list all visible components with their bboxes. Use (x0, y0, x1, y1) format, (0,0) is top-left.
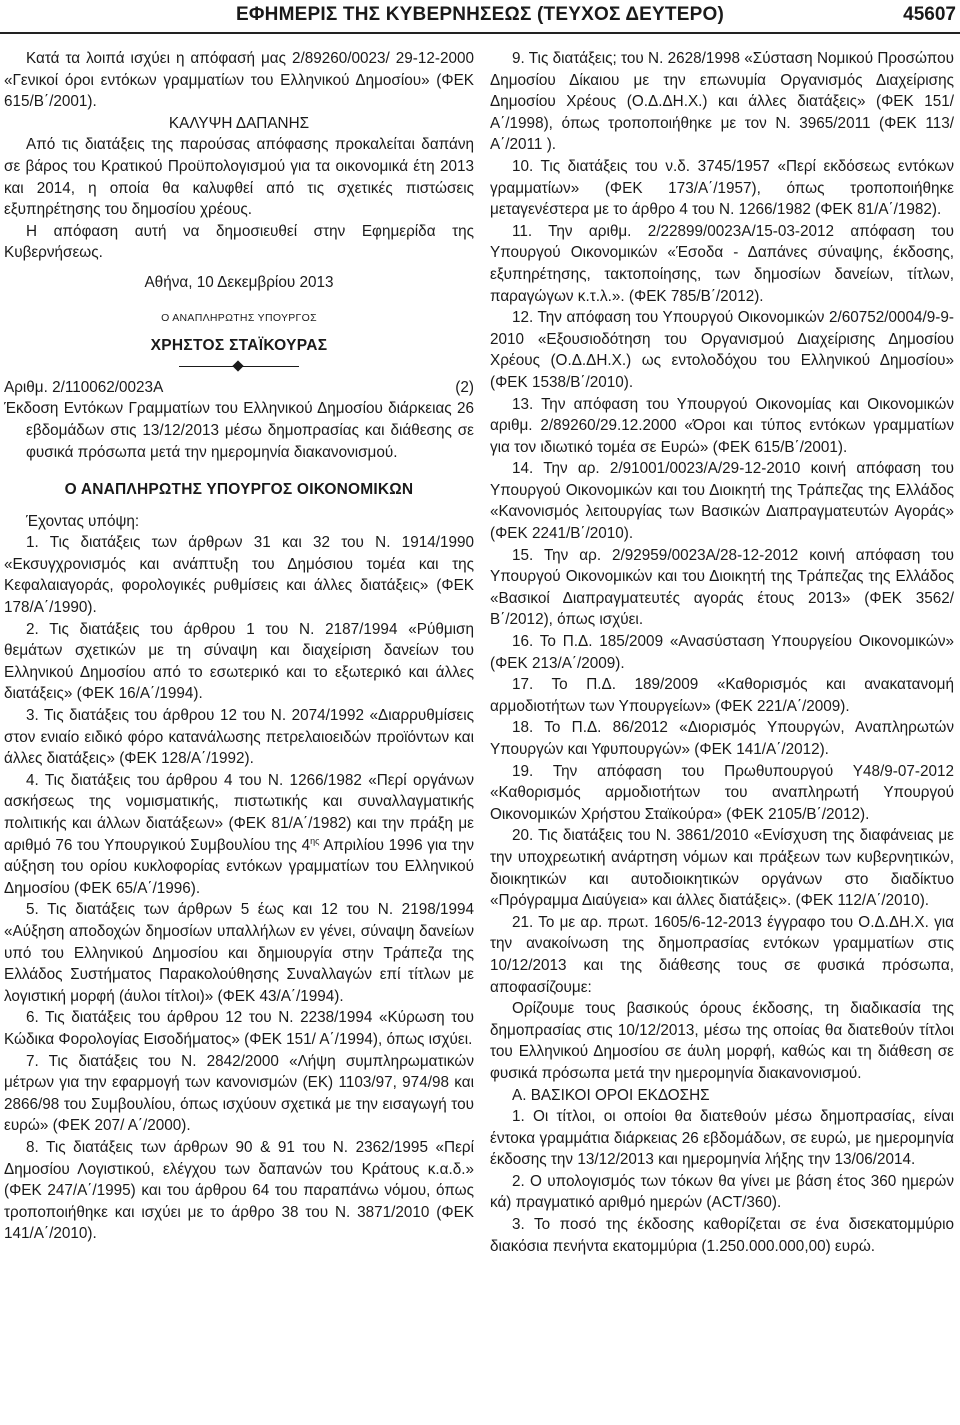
gazette-title: ΕΦΗΜΕΡΙΣ ΤΗΣ ΚΥΒΕΡΝΗΣΕΩΣ (ΤΕΥΧΟΣ ΔΕΥΤΕΡΟ) (236, 4, 724, 25)
term-item: 2. Ο υπολογισμός των τόκων θα γίνει με βάση έτος 360 ημερών κά) πραγματικό αριθμό ημερών (ACT/360). (490, 1172, 954, 1212)
legal-item: 11. Την αριθμ. 2/22899/0023Α/15-03-2012 απόφαση του Υπουργού Οικονομικών «Έσοδα - Δαπάνες σύναψης, έκδοσης, εξυπηρέτησης, τακτοποίησης, των δημοσίων δανείων, τίτλων, παραγώγων κ.τ.λ.». (ΦΕΚ 785/Β΄/2012). (490, 222, 954, 305)
legal-item: 10. Τις διατάξεις του ν.δ. 3745/1957 «Περί εκδόσεως εντόκων γραμματίων» (ΦΕΚ 173/Α΄/1957), όπως τροποποιήθηκε μεταγενέστερα με το άρθρο 4 του Ν. 1266/1982 (ΦΕΚ 81/Α΄/1982). (490, 157, 954, 219)
section-separator (179, 361, 299, 373)
legal-item: 6. Τις διατάξεις του άρθρου 12 του Ν. 2238/1994 «Κύρωση του Κώδικα Φορολογίας Εισοδήματος» (ΦΕΚ 151/ Α΄/1994), όπως ισχύει. (4, 1009, 474, 1048)
considering-label: Έχοντας υπόψη: (26, 512, 140, 530)
legal-item: 8. Τις διατάξεις των άρθρων 90 & 91 του Ν. 2362/1995 «Περί Δημοσίου Λογιστικού, ελέγχου των δαπανών του Κράτους κ.α.δ.» (ΦΕΚ 247/Α΄/1995) και του άρθρου 64 του παραπάνω νόμου, όπως τροποποιήθηκε και ισχύει με το άρθρο 38 του Ν. 3871/2010 (ΦΕΚ 141/Α΄/2010). (4, 1138, 474, 1243)
section-heading: Α. ΒΑΣΙΚΟΙ ΟΡΟΙ ΕΚΔΟΣΗΣ (512, 1086, 710, 1104)
legal-item: 5. Τις διατάξεις των άρθρων 5 έως και 12 του Ν. 2198/1994 «Αύξηση αποδοχών δημοσίων υπαλλήλων εν γένει, σύναψη δανείων υπό του Ελληνικού Δημοσίου και δημιουργία στην Τράπεζα της Ελλάδος Συστήματος Παρακολούθησης Συναλλαγών επί τίτλων με λογιστική μορφή (άυλοι τίτλοι)» (ΦΕΚ 43/Α΄/1994). (4, 901, 474, 1005)
legal-item: 19. Την απόφαση του Πρωθυπουργού Υ48/9-07-2012 «Καθορισμός αρμοδιοτήτων του αναπληρωτή Υπουργού Οικονομικών Χρήστου Σταϊκούρα» (ΦΕΚ 2105/Β΄/2012). (490, 762, 954, 823)
decision-number: Αριθμ. 2/110062/0023Α (4, 378, 164, 396)
legal-item: 1. Τις διατάξεις των άρθρων 31 και 32 του Ν. 1914/1990 «Εκσυγχρονισμός και ανάπτυξη του Δημόσιου τομέα και της Κεφαλαιαγοράς, φορολογικές ρυθμίσεις και άλλες διατάξεις» (ΦΕΚ 178/Α΄/1990). (4, 534, 474, 617)
legal-item: 12. Την απόφαση του Υπουργού Οικονομικών 2/60752/0004/9-9-2010 «Εξουσιοδότηση του Οργανισμού Διαχείρισης Δημοσίου Χρέους (Ο.Δ.ΔΗ.Χ.) ως εντολοδόχου του Ελληνικού Δημοσίου» (ΦΕΚ 1538/Β΄/2010). (490, 309, 954, 391)
legal-item: 21. Το με αρ. πρωτ. 1605/6-12-2013 έγγραφο του Ο.Δ.ΔΗ.Χ. για την ανακοίνωση της δημοπρασίας εντόκων γραμματίων στις 10/12/2013 και της διάθεσης τους σε φυσικά πρόσωπα, αποφασίζουμε: (490, 913, 954, 996)
decision-index: (2) (455, 378, 474, 396)
legal-item: 15. Την αρ. 2/92959/0023Α/28-12-2012 κοινή απόφαση του Υπουργού Οικονομικών και του Διοικητή της Τράπεζας της Ελλάδος «Βασικοί Διαπραγματευτές αγοράς έτους 2013» (ΦΕΚ 3562/Β΄/2012), όπως ισχύει. (490, 546, 954, 629)
minister-heading: Ο ΑΝΑΠΛΗΡΩΤΗΣ ΥΠΟΥΡΓΟΣ ΟΙΚΟΝΟΜΙΚΩΝ (64, 481, 414, 499)
publish-paragraph: Η απόφαση αυτή να δημοσιευθεί στην Εφημερίδα της Κυβερνήσεως. (4, 222, 474, 262)
header-divider (0, 32, 960, 34)
term-item: 3. Το ποσό της έκδοσης καθορίζεται σε ένα δισεκατομμύριο διακόσια πενήντα εκατομμύρια (1.250.000.000,00) ευρώ. (490, 1216, 954, 1255)
legal-item: 17. Το Π.Δ. 189/2009 «Καθορισμός και ανακατανομή αρμοδιοτήτων των Υπουργείων» (ΦΕΚ 221/Α΄/2009). (490, 676, 954, 715)
decision-header (4, 377, 474, 399)
legal-item: 2. Τις διατάξεις του άρθρου 1 του Ν. 2187/1994 «Ρύθμιση θεμάτων σχετικών με τη σύναψη και διαχείριση δανείων του Ελληνικού Δημοσίου από το εσωτερικό και το εξωτερικό και άλλες διατάξεις» (ΦΕΚ 16/Α΄/1994). (4, 620, 474, 703)
item4-after: Απριλίου 1996 για την αύξηση του ορίου κυκλοφορίας εντόκων γραμματίων του Ελληνικού Δημοσίου (ΦΕΚ 65/Α΄/1996). (4, 836, 474, 897)
signing-date: Αθήνα, 10 Δεκεμβρίου 2013 (144, 273, 334, 291)
item4-before: 4. Τις διατάξεις του άρθρου 4 του Ν. 1266/1982 «Περί οργάνων ασκήσεως της νομισματικής, πιστωτικής και συναλλαγματικής πολιτικής και άλλων διατάξεων» (ΦΕΚ 81/Α΄/1982) και την πράξη με αριθμό 76 του Υπουργικού Συμβουλίου της 4 (4, 771, 474, 854)
left-column (4, 48, 474, 1245)
item4-superscript: ης (310, 835, 320, 846)
page-header (0, 0, 960, 34)
legal-item: 16. Το Π.Δ. 185/2009 «Ανασύσταση Υπουργείου Οικονομικών» (ΦΕΚ 213/Α΄/2009). (490, 633, 954, 672)
legal-item: 13. Την απόφαση του Υπουργού Οικονομίας και Οικονομικών αριθμ. 2/89260/29.12.2000 «Όροι και τύπος εντόκων γραμματίων για τον ιδιωτικό τομέα σε Ευρώ» (ΦΕΚ 615/Β΄/2001). (490, 395, 954, 456)
legal-item: 7. Τις διατάξεις του Ν. 2842/2000 «Λήψη συμπληρωματικών μέτρων για την εφαρμογή των κανονισμών (ΕΚ) 1103/97, 974/98 και 2866/98 του Συμβουλίου, όπως ισχύουν σχετικά με την εισαγωγή του ευρώ» (ΦΕΚ 207/ Α΄/2000). (4, 1052, 474, 1135)
expense-paragraph: Από τις διατάξεις της παρούσας απόφασης προκαλείται δαπάνη σε βάρος του Κρατικού Προϋπολογισμού για τα οικονομικά έτη 2013 και 2014, η οποία θα καλυφθεί από τις σχετικές πιστώσεις εξυπηρέτησης του δημοσίου χρέους. (4, 136, 474, 219)
expense-heading: ΚΑΛΥΨΗ ΔΑΠΑΝΗΣ (168, 114, 310, 132)
legal-item: 3. Τις διατάξεις του άρθρου 12 του Ν. 2074/1992 «Διαρρυθμίσεις στον ενιαίο ειδικό φόρο κατανάλωσης πετρελαιοειδών προϊόντων και άλλες διατάξεις» (ΦΕΚ 128/Α΄/1992). (4, 707, 474, 768)
legal-item: 14. Την αρ. 2/91001/0023/Α/29-12-2010 κοινή απόφαση του Υπουργού Οικονομικών και του Διοικητή της Τράπεζας της Ελλάδος «Κανονισμός λειτουργίας των Βασικών Διαπραγματευτών Αγοράς» (ΦΕΚ 2241/Β΄/2010). (490, 460, 954, 543)
signature-title: Ο ΑΝΑΠΛΗΡΩΤΗΣ ΥΠΟΥΡΓΟΣ (161, 311, 317, 324)
legal-item: 20. Τις διατάξεις του Ν. 3861/2010 «Ενίσχυση της διαφάνειας με την υποχρεωτική ανάρτηση νόμων και πράξεων των κυβερνητικών, διοικητικών και αυτοδιοικητικών οργάνων στο διαδίκτυο «Πρόγραμμα Διαύγεια» και άλλες διατάξεις». (ΦΕΚ 112/Α΄/2010). (490, 827, 954, 910)
legal-item: 18. Το Π.Δ. 86/2012 «Διορισμός Υπουργών, Αναπληρωτών Υπουργών και Υφυπουργών» (ΦΕΚ 141/Α΄/2012). (490, 719, 954, 758)
intro-paragraph: Κατά τα λοιπά ισχύει η απόφασή μας 2/89260/0023/ 29-12-2000 «Γενικοί όροι εντόκων γραμματίων του Ελληνικού Δημοσίου» (ΦΕΚ 615/Β΄/2001). (4, 50, 474, 111)
legal-item: 9. Τις διατάξεις; του Ν. 2628/1998 «Σύσταση Νομικού Προσώπου Δημοσίου Δίκαιου με την επωνυμία Οργανισμός Διαχείρισης Δημοσίου Χρέους (Ο.Δ.ΔΗ.Χ.) και άλλες διατάξεις» (ΦΕΚ 151/Α΄/1998), όπως τροποποιήθηκε με τον Ν. 3965/2011 (ΦΕΚ 113/Α΄/2011 ). (490, 50, 954, 154)
right-column (490, 48, 954, 1257)
term-item: 1. Οι τίτλοι, οι οποίοι θα διατεθούν μέσω δημοπρασίας, είναι έντοκα γραμμάτια διάρκειας 26 εβδομάδων, σε ευρώ, με ημερομηνία έκδοσης την 13/12/2013 και ημερομηνία λήξης την 13/06/2014. (490, 1108, 954, 1169)
decision-paragraph: Ορίζουμε τους βασικούς όρους έκδοσης, τη διαδικασία της δημοπρασίας στις 10/12/2013, μέσω της οποίας θα διατεθούν τίτλοι του Ελληνικού Δημοσίου σε άυλη μορφή, καθώς και τη διάθεση σε φυσικά πρόσωπα μετά την ημερομηνία διακανονισμού. (490, 1000, 954, 1082)
legal-item-4 (4, 770, 474, 900)
decision-title: Έκδοση Εντόκων Γραμματίων του Ελληνικού Δημοσίου διάρκειας 26 εβδομάδων στις 13/12/2013 μέσω δημοπρασίας και διάθεσης σε φυσικά πρόσωπα μετά την ημερομηνία διακανονισμού. (4, 400, 474, 461)
diamond-icon (232, 360, 243, 371)
page-number: 45607 (903, 4, 956, 25)
signature-name: ΧΡΗΣΤΟΣ ΣΤΑΪΚΟΥΡΑΣ (150, 337, 328, 355)
